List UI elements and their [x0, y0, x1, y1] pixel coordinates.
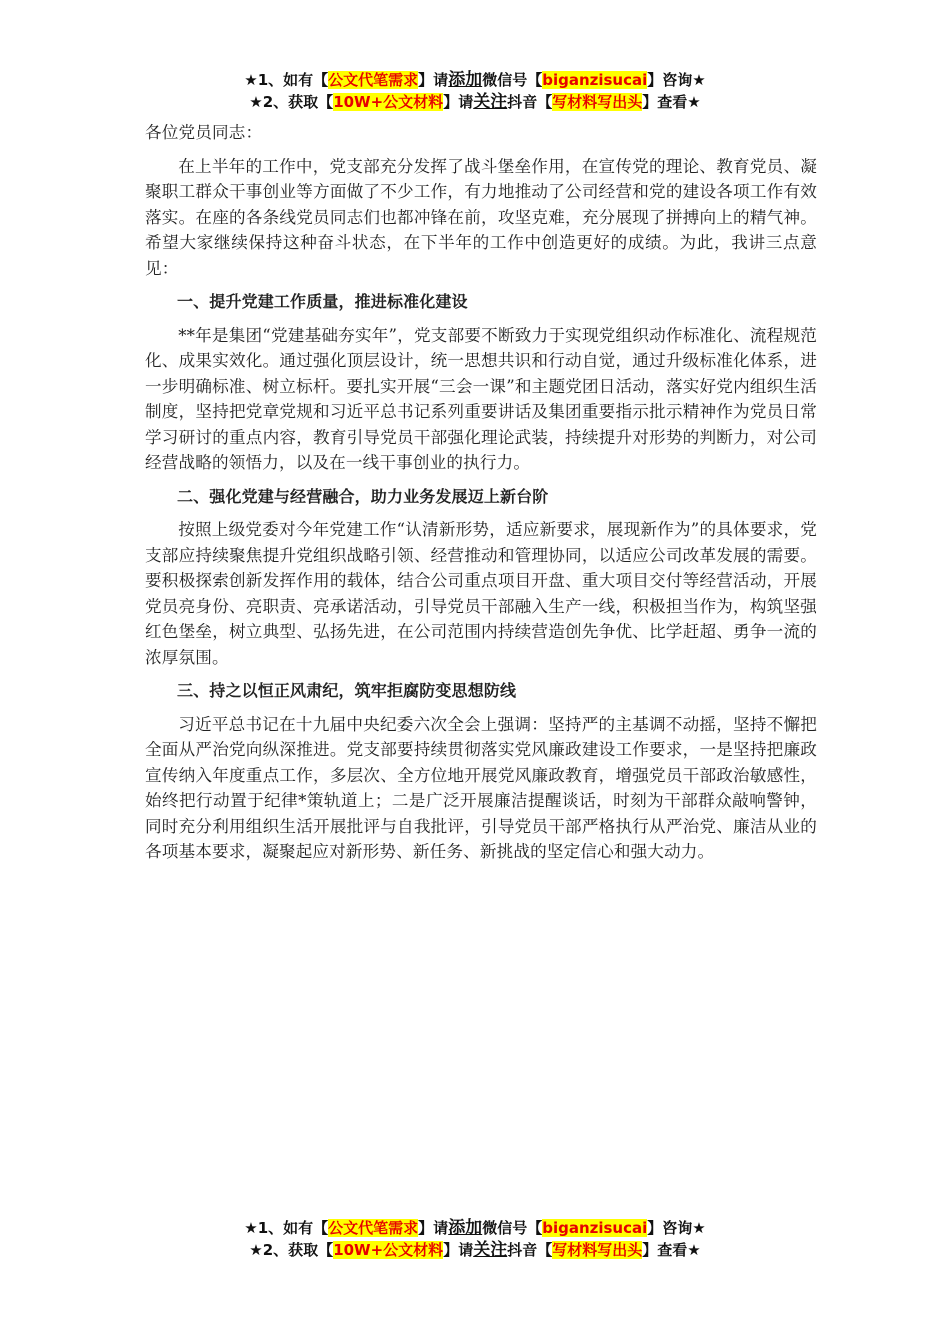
document-body: [145, 120, 817, 873]
highlight-service: 公文代笔需求: [328, 71, 419, 89]
section-heading-1: 一、提升党建工作质量，推进标准化建设: [177, 292, 468, 311]
highlight-materials: 10W+公文材料: [333, 93, 444, 111]
footer-highlight-materials: 10W+公文材料: [333, 1241, 444, 1259]
section-heading-3: 三、持之以恒正风肃纪，筑牢拒腐防变思想防线: [177, 681, 517, 700]
highlight-douyin-account: 写材料写出头: [552, 93, 643, 111]
header-banner: [0, 69, 950, 113]
highlight-wechat-id: biganzisucai: [542, 71, 648, 89]
section-body-1: **年是集团“党建基础夯实年”，党支部要不断致力于实现党组织动作标准化、流程规范化、成果实效化。通过强化顶层设计，统一思想共识和行动自觉，通过升级标准化体系，进一步明确标准、树立标杆。要扎实开展“三会一课”和主题党团日活动，落实好党内组织生活制度，坚持把党章党规和习近平总书记系列重要讲话及集团重要指示批示精神作为党员日常学习研讨的重点内容，教育引导党员干部强化理论武装，持续提升对形势的判断力，对公司经营战略的领悟力，以及在一线干事创业的执行力。: [145, 325, 817, 472]
intro-paragraph: 在上半年的工作中，党支部充分发挥了战斗堡垒作用，在宣传党的理论、教育党员、凝聚职工群众干事创业等方面做了不少工作，有力地推动了公司经营和党的建设各项工作有效落实。在座的各条线党员同志们也都冲锋在前，攻坚克难，充分展现了拼搏向上的精气神。希望大家继续保持这种奋斗状态，在下半年的工作中创造更好的成绩。为此，我讲三点意见：: [145, 156, 817, 278]
section-heading-2: 二、强化党建与经营融合，助力业务发展迈上新台阶: [177, 486, 549, 506]
footer-line-2: ★2、获取【10W+公文材料】请关注抖音【写材料写出头】查看★: [249, 1240, 701, 1260]
section-body-2: 按照上级党委对今年党建工作“认清新形势，适应新要求，展现新作为”的具体要求，党支部应持续聚焦提升党组织战略引领、经营推动和管理协同，以适应公司改革发展的需要。要积极探索创新发挥作用的载体，结合公司重点项目开盘、重大项目交付等经营活动，开展党员亮身份、亮职责、亮承诺活动，引导党员干部融入生产一线，积极担当作为，构筑坚强红色堡垒，树立典型、弘扬先进，在公司范围内持续营造创先争优、比学赶超、勇争一流的浓厚氛围。: [145, 520, 817, 667]
salutation: 各位党员同志：: [145, 123, 263, 142]
footer-banner: [0, 1217, 950, 1261]
banner-line-2: ★2、获取【10W+公文材料】请关注抖音【写材料写出头】查看★: [249, 92, 701, 112]
banner-line-1: ★1、如有【公文代笔需求】请添加微信号【biganzisucai】咨询★: [244, 70, 706, 90]
footer-highlight-wechat-id: biganzisucai: [542, 1219, 648, 1237]
section-body-3: 习近平总书记在十九届中央纪委六次全会上强调：坚持严的主基调不动摇，坚持不懈把全面从严治党向纵深推进。党支部要持续贯彻落实党风廉政建设工作要求，一是坚持把廉政宣传纳入年度重点工作，多层次、全方位地开展党风廉政教育，增强党员干部政治敏感性，始终把行动置于纪律*策轨道上；二是广泛开展廉洁提醒谈话，时刻为干部群众敲响警钟，同时充分利用组织生活开展批评与自我批评，引导党员干部严格执行从严治党、廉洁从业的各项基本要求，凝聚起应对新形势、新任务、新挑战的坚定信心和强大动力。: [145, 714, 817, 861]
footer-highlight-service: 公文代笔需求: [328, 1219, 419, 1237]
footer-highlight-douyin-account: 写材料写出头: [552, 1241, 643, 1259]
footer-line-1: ★1、如有【公文代笔需求】请添加微信号【biganzisucai】咨询★: [244, 1218, 706, 1238]
